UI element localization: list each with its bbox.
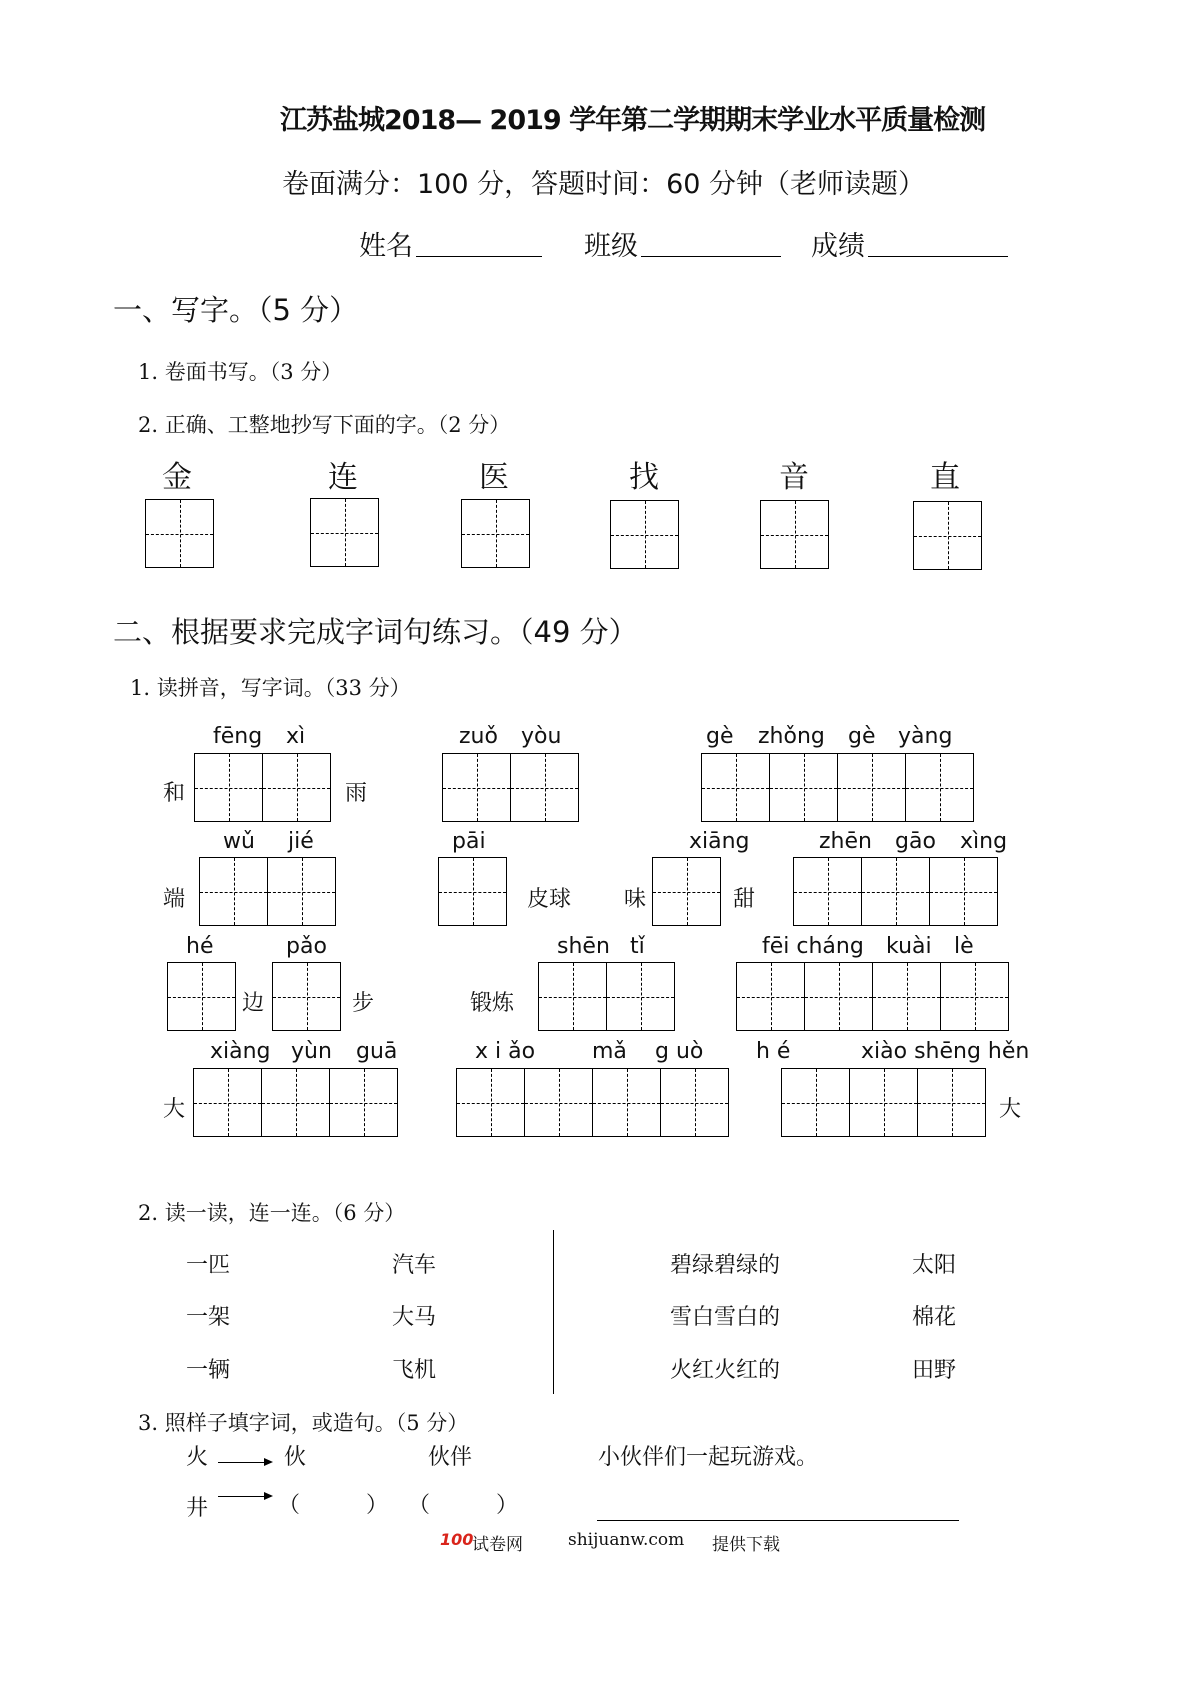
word-hint: 和 [163,781,186,806]
pinyin: tǐ [630,934,645,959]
writing-grid[interactable] [837,753,906,822]
writing-grid[interactable] [329,1068,398,1137]
pinyin: xiàng [210,1039,271,1064]
match-item[interactable]: 棉花 [912,1305,957,1330]
match-item[interactable]: 大马 [392,1305,437,1330]
writing-grid[interactable] [262,753,331,822]
pinyin: xìng [960,829,1008,854]
writing-grid[interactable] [940,962,1009,1031]
writing-grid[interactable] [769,753,838,822]
site-name: 试卷网 [472,1535,523,1555]
pinyin: xiào shēng hěn [861,1039,1030,1064]
word-hint: 大 [999,1097,1022,1122]
pinyin: guā [356,1039,398,1064]
pinyin: yùn [291,1039,332,1064]
section-2-q3: 3. 照样子填字词，或造句。（5 分） [138,1411,469,1435]
match-item[interactable]: 田野 [912,1358,957,1383]
exercise-char: 井 [186,1496,209,1521]
writing-grid[interactable] [524,1068,593,1137]
pinyin: yàng [898,724,953,749]
pinyin: zuǒ [459,724,498,749]
class-label: 班级 [584,231,638,262]
word-hint: 边 [242,991,265,1016]
example-sentence: 小伙伴们一起玩游戏。 [598,1445,819,1470]
pinyin: gè [706,724,734,749]
copy-char: 医 [479,460,509,495]
pinyin: xiāng [689,829,750,854]
writing-grid[interactable] [781,1068,850,1137]
score-blank[interactable] [868,256,1008,257]
pinyin: wǔ [223,829,255,854]
page-title: 江苏盐城2018— 2019 学年第二学期期末学业水平质量检测 [280,105,986,136]
writing-grid[interactable] [194,753,263,822]
match-item[interactable]: 汽车 [392,1253,437,1278]
writing-grid[interactable] [861,857,930,926]
example-char: 伙 [284,1445,307,1470]
arrow-right-icon [218,1462,271,1463]
writing-grid[interactable] [592,1068,661,1137]
site-logo: 100 [440,1530,474,1549]
name-label: 姓名 [359,231,413,262]
writing-grid[interactable] [167,962,236,1031]
writing-grid[interactable] [793,857,862,926]
writing-grid[interactable] [438,857,507,926]
writing-grid[interactable] [310,498,379,567]
footer-note: 提供下载 [712,1535,780,1555]
score-label: 成绩 [811,231,865,262]
pinyin: yòu [521,724,562,749]
pinyin: lè [954,934,974,959]
writing-grid[interactable] [442,753,511,822]
writing-grid[interactable] [456,1068,525,1137]
example-char: 火 [186,1445,209,1470]
match-item[interactable]: 太阳 [912,1253,957,1278]
section-1-q2: 2. 正确、工整地抄写下面的字。（2 分） [138,413,511,437]
pinyin: pāi [452,829,486,854]
divider-line [553,1230,554,1394]
match-item[interactable]: 飞机 [392,1358,437,1383]
writing-grid[interactable] [804,962,873,1031]
word-hint: 步 [352,991,375,1016]
pinyin: h é [756,1039,791,1064]
writing-grid[interactable] [145,499,214,568]
pinyin: gè [848,724,876,749]
word-hint: 端 [163,887,186,912]
writing-grid[interactable] [193,1068,262,1137]
section-2-heading: 二、根据要求完成字词句练习。（49 分） [113,615,638,649]
pinyin: fēi cháng [762,934,864,959]
pinyin: kuài [886,934,932,959]
pinyin: mǎ [592,1039,627,1064]
word-hint: 甜 [733,887,756,912]
pinyin: zhǒng [758,724,825,749]
match-item[interactable]: 一辆 [186,1358,231,1383]
writing-grid[interactable] [760,500,829,569]
sentence-blank[interactable] [597,1520,959,1521]
writing-grid[interactable] [199,857,268,926]
writing-grid[interactable] [652,857,721,926]
writing-grid[interactable] [461,499,530,568]
writing-grid[interactable] [917,1068,986,1137]
copy-char: 金 [162,460,192,495]
name-blank[interactable] [416,256,542,257]
pinyin: gāo [895,829,936,854]
pinyin: hé [186,934,214,959]
match-item[interactable]: 一匹 [186,1253,231,1278]
answer-blank[interactable]: （ ） [278,1493,389,1518]
writing-grid[interactable] [660,1068,729,1137]
writing-grid[interactable] [736,962,805,1031]
site-url[interactable]: shijuanw.com [568,1530,685,1550]
section-2-q1: 1. 读拼音，写字词。（33 分） [130,676,411,700]
section-1-q1: 1. 卷面书写。（3 分） [138,360,343,384]
pinyin: fēng [213,724,263,749]
match-item[interactable]: 碧绿碧绿的 [670,1253,781,1278]
writing-grid[interactable] [905,753,974,822]
arrow-right-icon [218,1496,271,1497]
pinyin: g uò [655,1039,704,1064]
pinyin: xì [286,724,306,749]
page-subtitle: 卷面满分：100 分，答题时间：60 分钟（老师读题） [282,169,926,200]
match-item[interactable]: 一架 [186,1305,231,1330]
copy-char: 找 [629,460,659,495]
writing-grid[interactable] [610,500,679,569]
writing-grid[interactable] [913,501,982,570]
pinyin: pǎo [286,934,327,959]
pinyin: zhēn [819,829,872,854]
answer-blank[interactable]: （ ） [408,1493,519,1518]
pinyin: x i ǎo [475,1039,536,1064]
example-word: 伙伴 [428,1445,473,1470]
writing-grid[interactable] [267,857,336,926]
writing-grid[interactable] [701,753,770,822]
word-hint: 皮球 [527,887,572,912]
word-hint: 大 [163,1097,186,1122]
word-hint: 味 [624,887,647,912]
class-blank[interactable] [641,256,781,257]
writing-grid[interactable] [510,753,579,822]
writing-grid[interactable] [538,962,607,1031]
match-item[interactable]: 火红火红的 [670,1358,781,1383]
writing-grid[interactable] [872,962,941,1031]
word-hint: 雨 [345,781,368,806]
writing-grid[interactable] [272,962,341,1031]
match-item[interactable]: 雪白雪白的 [670,1305,781,1330]
section-1-heading: 一、写字。（5 分） [113,293,359,327]
copy-char: 连 [328,460,358,495]
word-hint: 锻炼 [470,991,515,1016]
copy-char: 音 [779,460,809,495]
writing-grid[interactable] [849,1068,918,1137]
writing-grid[interactable] [606,962,675,1031]
section-2-q2: 2. 读一读，连一连。（6 分） [138,1201,406,1225]
writing-grid[interactable] [929,857,998,926]
pinyin: jié [288,829,314,854]
copy-char: 直 [930,460,960,495]
writing-grid[interactable] [261,1068,330,1137]
pinyin: shēn [557,934,610,959]
